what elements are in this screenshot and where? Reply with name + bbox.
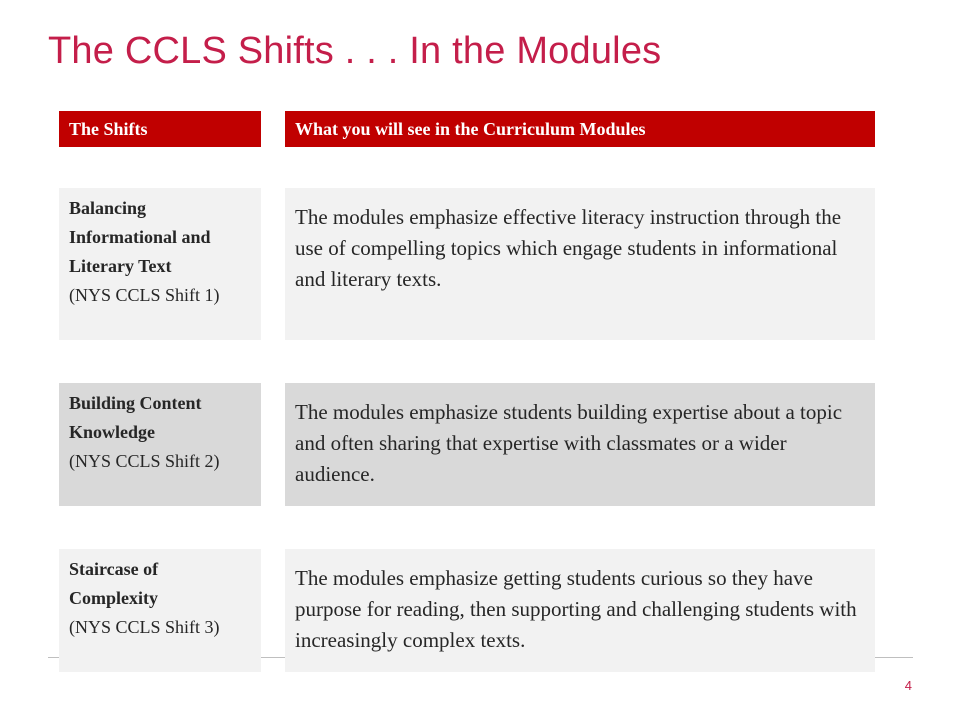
page-number: 4 bbox=[904, 678, 912, 693]
module-description-2: The modules emphasize students building expertise about a topic and often sharing that expertise with classmates or a wider audience. bbox=[285, 383, 875, 506]
shift-title: Balancing Informational and Literary Text bbox=[69, 198, 211, 276]
module-description-1: The modules emphasize effective literacy instruction through the use of compelling topics which engage students in informational and literary texts. bbox=[285, 188, 875, 340]
slide-title: The CCLS Shifts . . . In the Modules bbox=[48, 30, 662, 72]
shift-title: Staircase of Complexity bbox=[69, 559, 159, 608]
shift-cell-2 bbox=[59, 383, 261, 506]
shift-subtitle: (NYS CCLS Shift 3) bbox=[69, 617, 220, 637]
shift-cell-3 bbox=[59, 549, 261, 672]
module-description-3: The modules emphasize getting students curious so they have purpose for reading, then supporting and challenging students with increasingly complex texts. bbox=[285, 549, 875, 672]
shift-subtitle: (NYS CCLS Shift 1) bbox=[69, 285, 220, 305]
shift-title: Building Content Knowledge bbox=[69, 393, 202, 442]
header-shifts: The Shifts bbox=[59, 111, 261, 147]
shift-cell-1 bbox=[59, 188, 261, 340]
shift-subtitle: (NYS CCLS Shift 2) bbox=[69, 451, 220, 471]
header-modules: What you will see in the Curriculum Modules bbox=[285, 111, 875, 147]
